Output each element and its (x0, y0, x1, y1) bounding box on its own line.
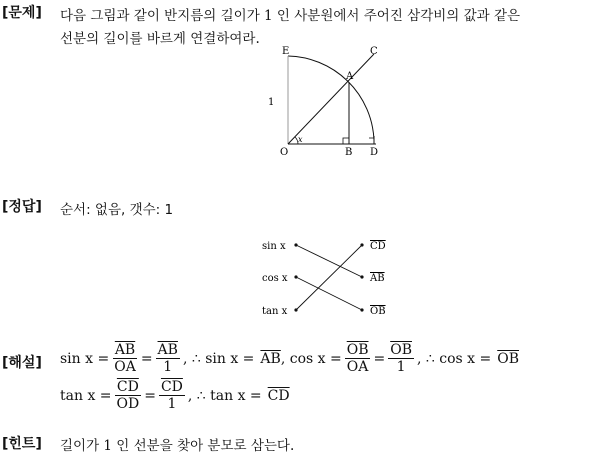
quarter-circle-figure (262, 42, 394, 164)
match-line-2 (296, 245, 362, 310)
label-e: E (282, 46, 290, 57)
frac-ab-1: $\frac{\overline{AB}}{1}$ (157, 342, 178, 375)
label-one: 1 (268, 97, 275, 108)
right-angle-b (343, 138, 349, 144)
match-line-0 (296, 245, 362, 277)
problem-tag: [문제] (2, 5, 42, 21)
answer-text: 순서: 없음, 갯수: 1 (60, 202, 174, 218)
sin-def: sin x = (60, 350, 110, 367)
arc (288, 56, 374, 140)
problem-line-1: 다음 그림과 같이 반지름의 길이가 1 인 사분원에서 주어진 삼각비의 값과 같은 (60, 8, 521, 24)
therefore-sin: , ∴ sin x = (182, 350, 255, 367)
label-x: x (298, 135, 303, 144)
label-b: B (345, 147, 353, 158)
left-dot-1 (294, 275, 297, 278)
equals-3: = (144, 387, 156, 404)
therefore-cos: , ∴ cos x = (416, 350, 492, 367)
solution-line-2 (60, 379, 290, 412)
frac-cd-od: $\frac{\overline{CD}}{OD}$ (116, 379, 140, 412)
problem-line-2: 선분의 길이를 바르게 연결하여라. (60, 31, 260, 47)
label-d: D (370, 147, 379, 158)
equals-2: = (373, 350, 386, 367)
answer-tag: [정답] (2, 199, 42, 215)
frac-cd-1: $\frac{\overline{CD}}{1}$ (160, 379, 183, 412)
cos-def: , cos x = (280, 350, 342, 367)
hint-tag: [힌트] (2, 436, 42, 452)
left-label-tan: tan x (262, 306, 288, 317)
solution-line-1 (60, 342, 519, 375)
frac-ob-1: $\frac{\overline{OB}}{1}$ (390, 342, 412, 375)
result-cd: $\overline{CD}$ (267, 387, 290, 404)
result-ab: $\overline{AB}$ (260, 350, 281, 367)
label-c: C (370, 46, 378, 57)
right-label-ob: OB (370, 306, 386, 317)
hint-text: 길이가 1 인 선분을 찾아 분모로 삼는다. (60, 438, 295, 454)
frac-ab-oa: $\frac{\overline{AB}}{OA}$ (114, 342, 136, 375)
left-dot-0 (294, 243, 297, 246)
frac-ob-oa: $\frac{\overline{OB}}{OA}$ (346, 342, 369, 375)
tan-def: tan x = (60, 387, 112, 404)
right-dot-2 (360, 308, 363, 311)
right-dot-0 (360, 243, 363, 246)
matching-diagram (256, 234, 396, 320)
equals-1: = (140, 350, 153, 367)
left-label-cos: cos x (262, 273, 288, 284)
left-dot-2 (294, 308, 297, 311)
therefore-tan: , ∴ tan x = (187, 387, 262, 404)
solution-tag: [해설] (2, 355, 42, 371)
right-label-cd: CD (370, 241, 386, 252)
left-label-sin: sin x (262, 241, 286, 252)
ray-oc (288, 54, 374, 144)
matching-lines (294, 243, 363, 311)
right-label-ab: AB (370, 273, 385, 284)
result-ob: $\overline{OB}$ (497, 350, 519, 367)
label-o: O (280, 147, 289, 158)
match-line-1 (296, 277, 362, 310)
label-a: A (346, 71, 354, 82)
right-dot-1 (360, 275, 363, 278)
